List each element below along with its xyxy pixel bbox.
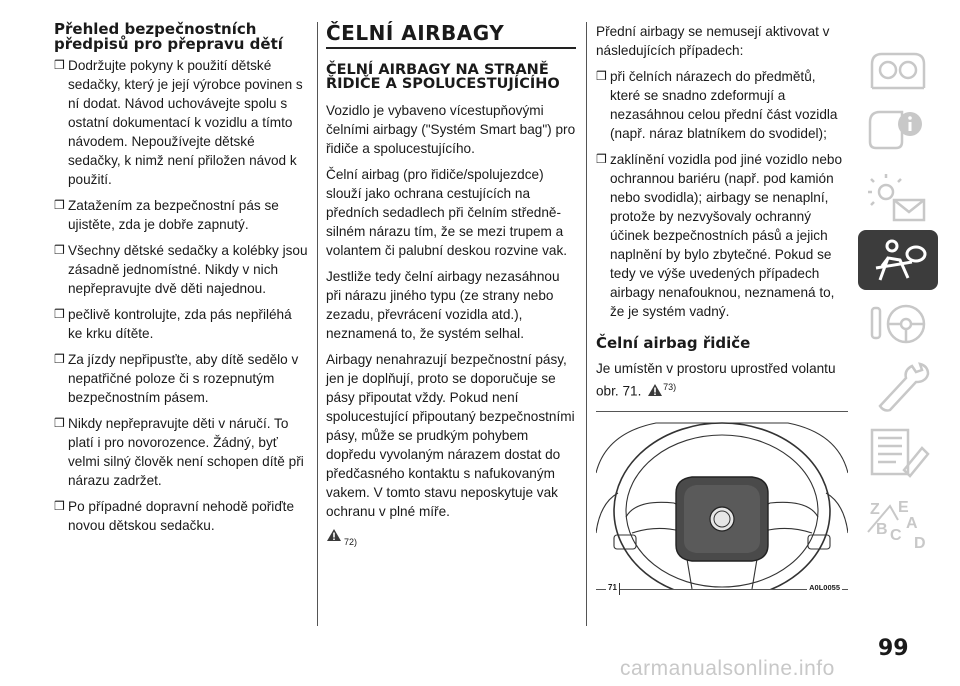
svg-text:D: D [914, 535, 926, 552]
paragraph-text: Je umístěn v prostoru uprostřed volantu obr. 71. [596, 361, 836, 399]
warning-lights-icon [858, 170, 938, 230]
paragraph: Airbagy nenahrazují bezpečnostní pásy, jen je doplňují, proto se doporučuje se pásy připoutat vždy. Pokud není spolucestující připoutaný bezpečnostními pásy, může se prudkým pohybem dopředu vyvolaným nárazem dostat do předčasného kontaktu s nafukovaným vakem. V tomto stavu neposkytuje vak ochranu v plné míře. [326, 352, 575, 519]
paragraph: Čelní airbag (pro řidiče/spolujezdce) slouží jako ochrana cestujících na předních sedadlech při čelním středně-silném nárazu tím, že se mezi trupem a volantem či palubní deskou rozvine vak. [326, 167, 568, 258]
paragraph: Jestliže tedy čelní airbagy nezasáhnou při nárazu jiného typu (ze strany nebo zezadu, převrácení vozidla atd.), neznamená to, že systém selhal. [326, 269, 560, 341]
bullet-marker: ❒ [54, 198, 65, 212]
svg-text:C: C [890, 527, 902, 544]
tab-safety[interactable] [858, 230, 938, 290]
warning-reference[interactable] [326, 528, 576, 547]
column-divider [586, 22, 587, 626]
section-heading: Přehled bezpečnostních předpisů pro přepravu dětí [54, 20, 283, 53]
list-item [54, 305, 309, 343]
list-item [54, 414, 309, 490]
column-child-safety [54, 22, 309, 542]
svg-text:B: B [876, 521, 888, 538]
bullet-marker: ❒ [596, 152, 607, 166]
column-airbag-activation [596, 22, 848, 597]
info-icon [858, 98, 938, 158]
list-item-text: při čelních nárazech do předmětů, které se snadno zdeformují a nezasáhnou celou přední část vozidla (např. náraz blatníkem do svodidel); [610, 69, 838, 141]
list-item [596, 150, 848, 321]
list-item-text: pečlivě kontrolujte, zda pás nepřiléhá ke krku dítěte. [68, 307, 292, 341]
list-item [54, 56, 309, 189]
section-subheading: ČELNÍ AIRBAGY NA STRANĚ ŘIDIČE A SPOLUCESTUJÍCÍHO [326, 62, 560, 92]
svg-text:E: E [898, 499, 909, 516]
list-item-text: Za jízdy nepřipusťte, aby dítě sedělo v nepatřičné poloze či s rozepnutým bezpečnostním pásem. [68, 352, 299, 405]
page-number: 99 [878, 636, 909, 661]
airbag-seat-icon [858, 230, 938, 290]
bullet-marker: ❒ [596, 69, 607, 83]
specifications-icon [858, 420, 938, 480]
figure-number: 71 [608, 582, 617, 592]
tab-starting-driving[interactable] [858, 290, 938, 350]
bullet-marker: ❒ [54, 499, 65, 513]
section-heading: Čelní airbag řidiče [596, 334, 751, 352]
list-item-text: Dodržujte pokyny k použití dětské sedačky, který je její výrobce povinen s ní dodat. Návod uchovávejte spolu s ostatní dokumentací k vozidlu a tímto návodem. Nepoužívejte dětské sedačky, k nimž není přiložen návod k použití. [68, 58, 303, 187]
figure-number-divider [619, 583, 620, 595]
index-icon [858, 492, 938, 552]
dashboard-icon [858, 40, 938, 100]
list-item [54, 196, 309, 234]
svg-text:A: A [906, 515, 918, 532]
list-item-text: Nikdy nepřepravujte děti v náručí. To platí i pro novorozence. Žádný, byť velmi silný člověk není schopen dítě při nárazu zadržet. [68, 416, 304, 488]
bullet-marker: ❒ [54, 307, 65, 321]
tab-technical-data[interactable] [858, 420, 938, 480]
bullet-marker: ❒ [54, 243, 65, 257]
tab-dashboard[interactable] [858, 40, 938, 100]
list-item-text: Zatažením za bezpečnostní pás se ujistěte, zda je dobře zapnutý. [68, 198, 279, 232]
list-item-text: Po případné dopravní nehodě pořiďte novou dětskou sedačku. [68, 499, 295, 533]
paragraph [596, 359, 848, 401]
list-item [54, 350, 309, 407]
paragraph: Vozidlo je vybaveno vícestupňovými čelními airbagy ("Systém Smart bag") pro řidiče a spolucestujícího. [326, 103, 576, 156]
warning-ref-number: 73) [663, 382, 677, 392]
wrench-icon [858, 358, 938, 418]
list-item-text: zaklínění vozidla pod jiné vozidlo nebo ochrannou bariéru (např. pod kamión nebo svodidla); airbagy se nenaplní, protože by nezvyšovaly ochranný účinek bezpečnostních pásů a jejich naplnění by bylo zbytečné. Pokud se tedy ve výše uvedených případech airbagy nenafouknou, neznamená to, že je systém vadný. [610, 152, 843, 319]
list-item [596, 67, 848, 143]
list-item [54, 241, 309, 298]
tab-maintenance[interactable] [858, 358, 938, 418]
tab-index[interactable] [858, 492, 938, 552]
bullet-list [54, 56, 309, 535]
bullet-marker: ❒ [54, 352, 65, 366]
steering-wheel-illustration [596, 413, 848, 589]
figure-steering-wheel [596, 411, 848, 597]
figure-code: A0L0055 [809, 582, 840, 592]
bullet-marker: ❒ [54, 416, 65, 430]
column-front-airbags [326, 22, 576, 547]
svg-text:Z: Z [870, 501, 880, 518]
title-rule [326, 47, 576, 49]
list-item [54, 497, 309, 535]
tab-warning-lights[interactable] [858, 170, 938, 230]
steering-wheel-icon [858, 290, 938, 350]
bullet-marker: ❒ [54, 58, 65, 72]
page-title: ČELNÍ AIRBAGY [326, 21, 505, 45]
column-divider [317, 22, 318, 626]
watermark: carmanualsonline.info [620, 657, 835, 680]
warning-ref-number: 72) [344, 537, 358, 547]
tab-info[interactable] [858, 98, 938, 158]
warning-icon [326, 528, 342, 542]
list-item-text: Všechny dětské sedačky a kolébky jsou zásadně jednomístné. Nikdy v nich nepřepravujte dvě děti najednou. [68, 243, 308, 296]
warning-icon [647, 383, 663, 397]
figure-top-rule [596, 411, 848, 412]
paragraph: Přední airbagy se nemusejí aktivovat v následujících případech: [596, 24, 830, 58]
